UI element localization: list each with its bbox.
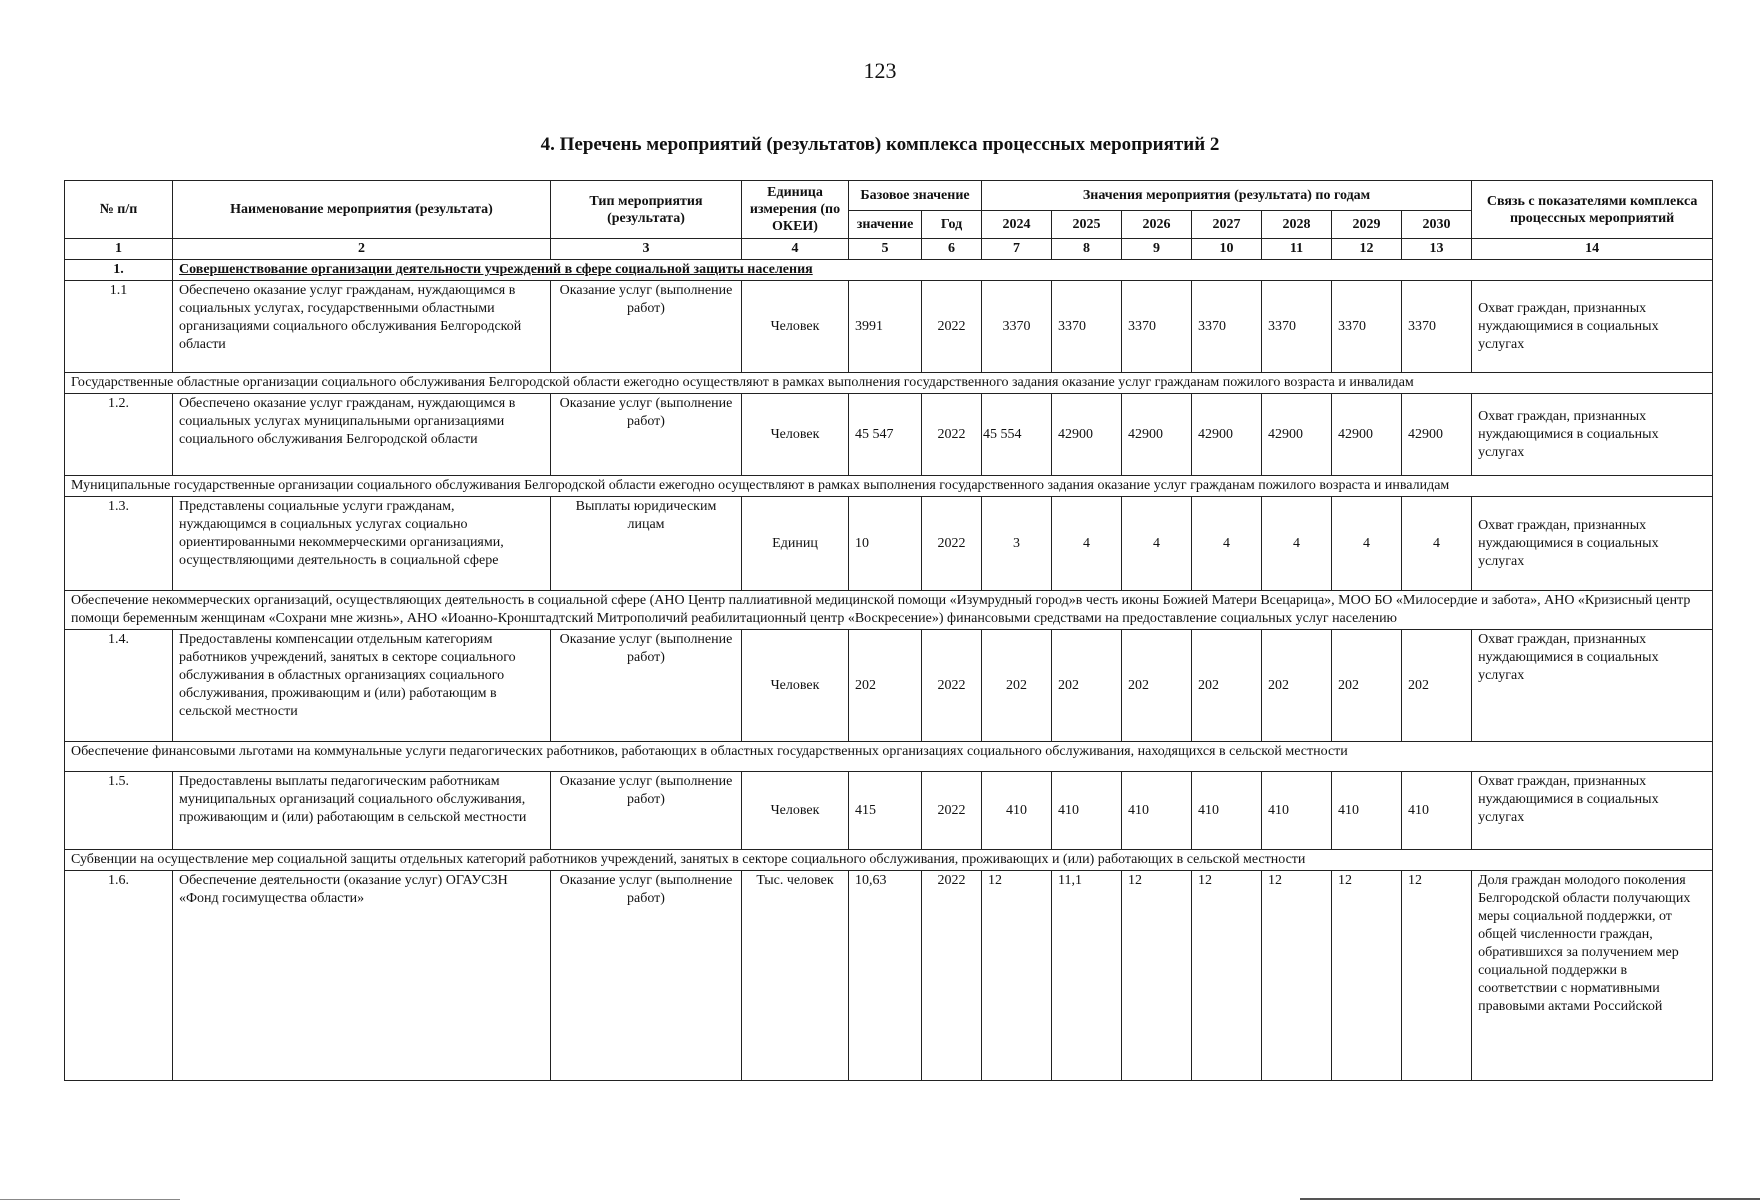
row-value: 42900 (1122, 394, 1192, 476)
header-year: 2030 (1402, 211, 1472, 239)
row-value: 42900 (1332, 394, 1402, 476)
row-type: Оказание услуг (выполнение работ) (551, 281, 742, 373)
row-value: 202 (982, 630, 1052, 742)
row-unit: Тыс. человек (742, 871, 849, 1081)
section-num: 1. (65, 260, 173, 281)
row-value: 3370 (1402, 281, 1472, 373)
row-value: 42900 (1192, 394, 1262, 476)
row-value: 3370 (982, 281, 1052, 373)
row-value: 410 (1332, 772, 1402, 850)
header-link: Связь с показателями комплекса процессных мероприятий (1472, 181, 1713, 239)
column-number: 5 (849, 239, 922, 260)
row-link: Доля граждан молодого поколения Белгородской области получающих меры социальной поддержки, от общей численности граждан, обратившихся за получением мер социальной поддержки в соответствии с нормативными правовыми актами Российской (1472, 871, 1713, 1081)
row-note: Обеспечение финансовыми льготами на коммунальные услуги педагогических работников, работающих в областных государственных организациях социального обслуживания, находящихся в сельской местности (65, 742, 1713, 772)
row-base-value: 3991 (849, 281, 922, 373)
row-base-value: 45 547 (849, 394, 922, 476)
row-note: Государственные областные организации социального обслуживания Белгородской области ежегодно осуществляют в рамках выполнения государственного задания оказание услуг гражданам пожилого возраста и инвалидам (65, 373, 1713, 394)
row-base-year: 2022 (922, 281, 982, 373)
row-num: 1.5. (65, 772, 173, 850)
row-value: 4 (1262, 497, 1332, 591)
row-value: 12 (1192, 871, 1262, 1081)
header-type: Тип мероприятия (результата) (551, 181, 742, 239)
note-row (65, 373, 1713, 394)
row-base-year: 2022 (922, 394, 982, 476)
row-name: Предоставлены выплаты педагогическим работникам муниципальных организаций социального обслуживания, проживающим и (или) работающим в сельской местности (173, 772, 551, 850)
row-link: Охват граждан, признанных нуждающимися в социальных услугах (1472, 281, 1713, 373)
note-row (65, 591, 1713, 630)
header-year: 2026 (1122, 211, 1192, 239)
column-number: 9 (1122, 239, 1192, 260)
column-number: 11 (1262, 239, 1332, 260)
row-name: Представлены социальные услуги гражданам, нуждающимся в социальных услугах социально ориентированными некоммерческими организациями, осуществляющими деятельность в социальной сфере (173, 497, 551, 591)
table-row (65, 871, 1713, 1081)
column-number: 8 (1052, 239, 1122, 260)
row-type: Оказание услуг (выполнение работ) (551, 394, 742, 476)
row-link: Охват граждан, признанных нуждающимися в социальных услугах (1472, 497, 1713, 591)
row-name: Обеспечено оказание услуг гражданам, нуждающимся в социальных услугах, государственными областными организациями социального обслуживания Белгородской области (173, 281, 551, 373)
row-name: Предоставлены компенсации отдельным категориям работников учреждений, занятых в секторе социального обслуживания в областных организациях социального обслуживания, проживающим и (или) работающим в сельской местности (173, 630, 551, 742)
row-value: 410 (1192, 772, 1262, 850)
row-type: Оказание услуг (выполнение работ) (551, 871, 742, 1081)
row-unit: Человек (742, 630, 849, 742)
row-name: Обеспечение деятельности (оказание услуг) ОГАУСЗН «Фонд госимущества области» (173, 871, 551, 1081)
row-value: 410 (1052, 772, 1122, 850)
header-base-value: значение (849, 211, 922, 239)
column-number: 7 (982, 239, 1052, 260)
document-title: 4. Перечень мероприятий (результатов) комплекса процессных мероприятий 2 (540, 134, 1220, 155)
activities-table (64, 180, 1713, 1081)
table-row (65, 497, 1713, 591)
row-value: 410 (1122, 772, 1192, 850)
row-value: 202 (1402, 630, 1472, 742)
row-unit: Человек (742, 281, 849, 373)
row-value: 410 (982, 772, 1052, 850)
table-row (65, 630, 1713, 742)
header-name: Наименование мероприятия (результата) (173, 181, 551, 239)
row-unit: Человек (742, 394, 849, 476)
row-value: 4 (1192, 497, 1262, 591)
section-title: Совершенствование организации деятельности учреждений в сфере социальной защиты населения (173, 260, 1713, 281)
row-link: Охват граждан, признанных нуждающимися в социальных услугах (1472, 772, 1713, 850)
row-value: 12 (1122, 871, 1192, 1081)
column-number: 14 (1472, 239, 1713, 260)
column-number: 6 (922, 239, 982, 260)
row-note: Субвенции на осуществление мер социальной защиты отдельных категорий работников учреждений, занятых в секторе социального обслуживания, проживающих и (или) работающих в сельской местности (65, 850, 1713, 871)
row-num: 1.2. (65, 394, 173, 476)
row-value: 42900 (1402, 394, 1472, 476)
row-value: 12 (982, 871, 1052, 1081)
row-value: 3370 (1332, 281, 1402, 373)
note-row (65, 850, 1713, 871)
row-link: Охват граждан, признанных нуждающимися в социальных услугах (1472, 630, 1713, 742)
row-base-value: 415 (849, 772, 922, 850)
row-value: 3370 (1192, 281, 1262, 373)
row-base-year: 2022 (922, 497, 982, 591)
column-number: 10 (1192, 239, 1262, 260)
header-year: 2027 (1192, 211, 1262, 239)
row-value: 202 (1332, 630, 1402, 742)
row-value: 4 (1052, 497, 1122, 591)
header-year: 2024 (982, 211, 1052, 239)
row-base-year: 2022 (922, 772, 982, 850)
column-number: 3 (551, 239, 742, 260)
row-value: 202 (1262, 630, 1332, 742)
row-value: 42900 (1052, 394, 1122, 476)
row-link: Охват граждан, признанных нуждающимися в социальных услугах (1472, 394, 1713, 476)
row-type: Оказание услуг (выполнение работ) (551, 630, 742, 742)
header-year: 2029 (1332, 211, 1402, 239)
note-row (65, 476, 1713, 497)
row-value: 3370 (1262, 281, 1332, 373)
row-base-value: 10 (849, 497, 922, 591)
column-number: 1 (65, 239, 173, 260)
section-row (65, 260, 1713, 281)
row-base-value: 10,63 (849, 871, 922, 1081)
row-value: 202 (1052, 630, 1122, 742)
row-unit: Единиц (742, 497, 849, 591)
row-num: 1.1 (65, 281, 173, 373)
header-year: 2028 (1262, 211, 1332, 239)
row-note: Обеспечение некоммерческих организаций, осуществляющих деятельность в социальной сфере (АНО Центр паллиативной медицинской помощи «Изумрудный город»в честь иконы Божией Матери Всецарица», МОО БО «Милосердие и забота», АНО «Кризисный центр помощи беременным женщинам «Сохрани мне жизнь», АНО «Иоанно-Кронштадтский Митрополичий реабилитационный центр «Воскресение») финансовыми средствами на предоставление социальных услуг населению (65, 591, 1713, 630)
row-value: 11,1 (1052, 871, 1122, 1081)
row-type: Оказание услуг (выполнение работ) (551, 772, 742, 850)
row-value: 3 (982, 497, 1052, 591)
table-row (65, 772, 1713, 850)
row-value: 45 554 (982, 394, 1052, 476)
row-value: 202 (1192, 630, 1262, 742)
page-number: 123 (863, 58, 897, 83)
header-unit: Единица измерения (по ОКЕИ) (742, 181, 849, 239)
row-type: Выплаты юридическим лицам (551, 497, 742, 591)
row-value: 12 (1402, 871, 1472, 1081)
row-base-year: 2022 (922, 871, 982, 1081)
row-value: 410 (1402, 772, 1472, 850)
row-value: 12 (1332, 871, 1402, 1081)
header-year: 2025 (1052, 211, 1122, 239)
row-value: 4 (1122, 497, 1192, 591)
row-num: 1.3. (65, 497, 173, 591)
row-value: 3370 (1052, 281, 1122, 373)
header-num: № п/п (65, 181, 173, 239)
row-value: 4 (1402, 497, 1472, 591)
row-base-value: 202 (849, 630, 922, 742)
row-base-year: 2022 (922, 630, 982, 742)
row-value: 42900 (1262, 394, 1332, 476)
header-base-year: Год (922, 211, 982, 239)
note-row (65, 742, 1713, 772)
row-value: 410 (1262, 772, 1332, 850)
row-value: 3370 (1122, 281, 1192, 373)
column-number: 13 (1402, 239, 1472, 260)
row-name: Обеспечено оказание услуг гражданам, нуждающимся в социальных услугах муниципальными организациями социального обслуживания Белгородской области (173, 394, 551, 476)
row-num: 1.4. (65, 630, 173, 742)
column-number: 4 (742, 239, 849, 260)
row-value: 12 (1262, 871, 1332, 1081)
row-note: Муниципальные государственные организации социального обслуживания Белгородской области ежегодно осуществляют в рамках выполнения государственного задания оказание услуг гражданам пожилого возраста и инвалидам (65, 476, 1713, 497)
row-value: 4 (1332, 497, 1402, 591)
header-values-by-year: Значения мероприятия (результата) по годам (982, 181, 1472, 211)
column-number-row (65, 239, 1713, 260)
column-number: 12 (1332, 239, 1402, 260)
column-number: 2 (173, 239, 551, 260)
table-row (65, 394, 1713, 476)
table-row (65, 281, 1713, 373)
header-base: Базовое значение (849, 181, 982, 211)
row-value: 202 (1122, 630, 1192, 742)
row-num: 1.6. (65, 871, 173, 1081)
row-unit: Человек (742, 772, 849, 850)
